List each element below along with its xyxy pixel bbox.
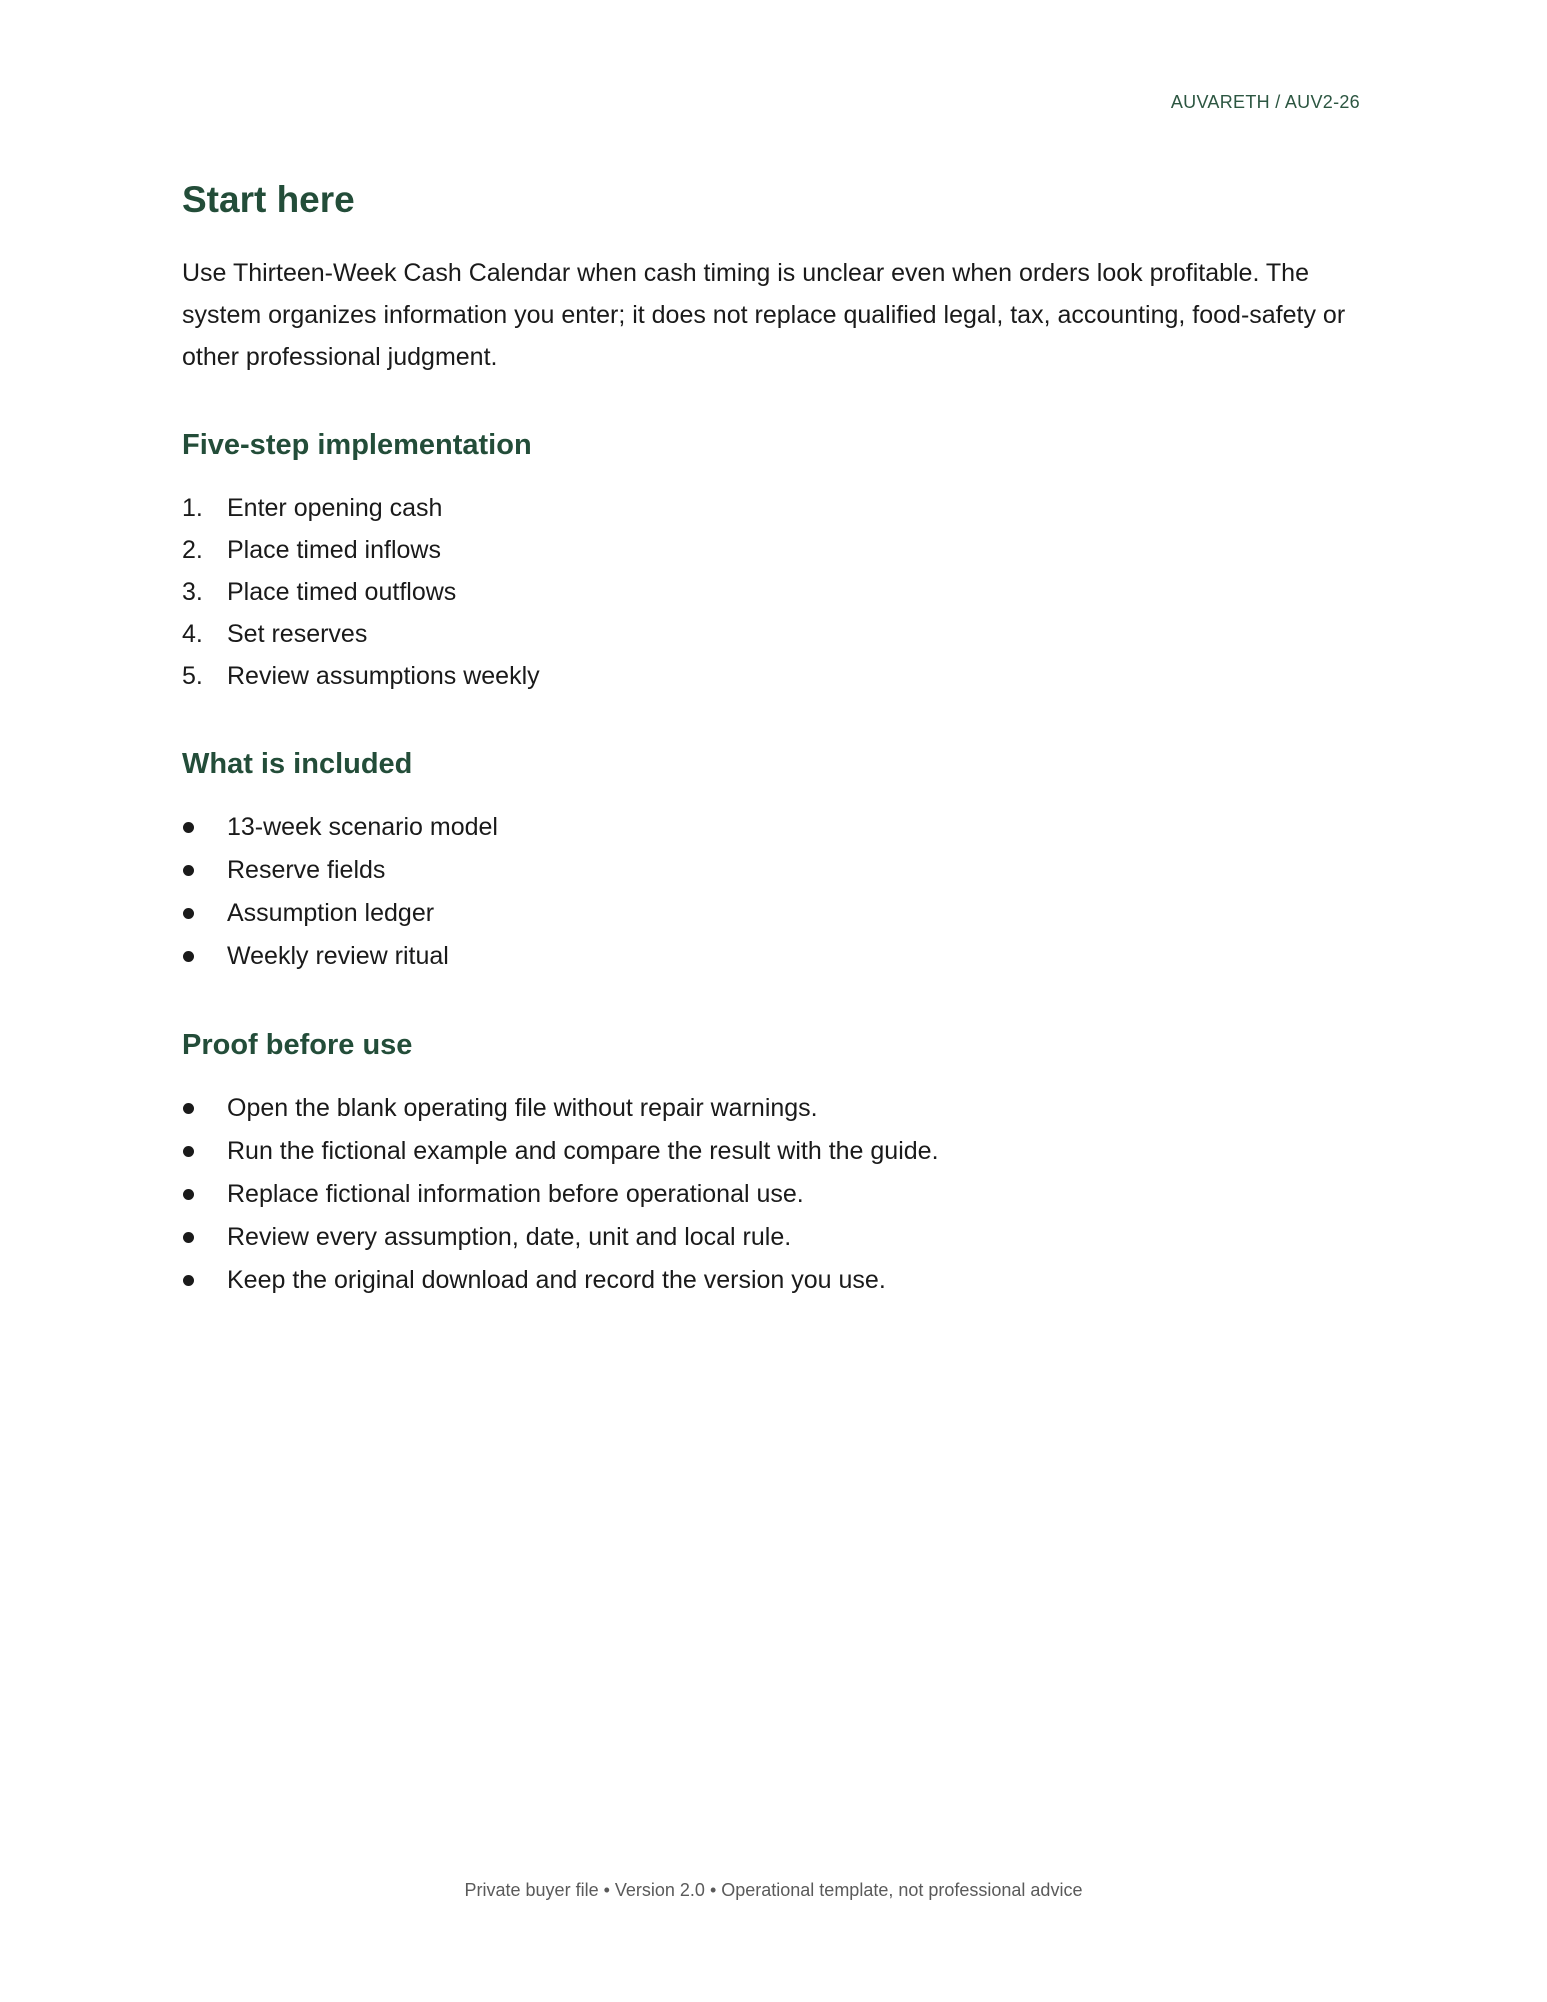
list-item (182, 1130, 1362, 1173)
list-item-text: Assumption ledger (227, 898, 435, 927)
step-number: 1. (182, 494, 203, 523)
step-text: Place timed outflows (227, 578, 457, 607)
list-item (182, 487, 1362, 529)
list-item (182, 571, 1362, 613)
list-item (182, 1216, 1362, 1259)
list-item (182, 935, 1362, 978)
included-heading: What is included (182, 748, 413, 781)
step-text: Place timed inflows (227, 536, 441, 565)
step-text: Set reserves (227, 620, 368, 649)
list-item (182, 613, 1362, 655)
document-code: AUVARETH / AUV2-26 (1170, 92, 1360, 112)
bullet-icon (182, 1232, 227, 1243)
list-item-text: Review every assumption, date, unit and local rule. (227, 1222, 792, 1251)
list-item (182, 892, 1362, 935)
bullet-icon (182, 1189, 227, 1200)
page-title: Start here (182, 179, 355, 220)
step-text: Review assumptions weekly (227, 662, 540, 691)
step-text: Enter opening cash (227, 494, 443, 523)
bullet-icon (182, 908, 227, 919)
step-number: 4. (182, 620, 203, 649)
list-item (182, 1173, 1362, 1216)
step-number: 2. (182, 536, 203, 565)
bullet-icon (182, 1103, 227, 1114)
list-item (182, 655, 1362, 697)
document-body (182, 178, 1362, 1352)
list-item (182, 529, 1362, 571)
bullet-icon (182, 951, 227, 962)
bullet-icon (182, 822, 227, 833)
list-item (182, 1259, 1362, 1302)
bullet-icon (182, 865, 227, 876)
bullet-icon (182, 1275, 227, 1286)
steps-heading: Five-step implementation (182, 429, 532, 462)
list-item-text: 13-week scenario model (227, 812, 498, 841)
list-item-text: Keep the original download and record the version you use. (227, 1265, 886, 1294)
steps-list (182, 487, 1362, 697)
included-list (182, 806, 1362, 978)
list-item (182, 806, 1362, 849)
list-item-text: Reserve fields (227, 855, 386, 884)
step-number: 5. (182, 662, 203, 691)
page-footer: Private buyer file • Version 2.0 • Operational template, not professional advice (464, 1880, 1083, 1900)
list-item-text: Run the fictional example and compare the result with the guide. (227, 1136, 939, 1165)
bullet-icon (182, 1146, 227, 1157)
list-item-text: Open the blank operating file without repair warnings. (227, 1093, 818, 1122)
list-item-text: Replace fictional information before operational use. (227, 1179, 804, 1208)
proof-heading: Proof before use (182, 1028, 413, 1061)
intro-paragraph: Use Thirteen-Week Cash Calendar when cash timing is unclear even when orders look profitable. The system organizes information you enter; it does not replace qualified legal, tax, accounting, food-safety or other professional judgment. (182, 259, 1346, 372)
step-number: 3. (182, 578, 203, 607)
list-item (182, 849, 1362, 892)
proof-list (182, 1087, 1362, 1302)
list-item (182, 1087, 1362, 1130)
list-item-text: Weekly review ritual (227, 941, 449, 970)
